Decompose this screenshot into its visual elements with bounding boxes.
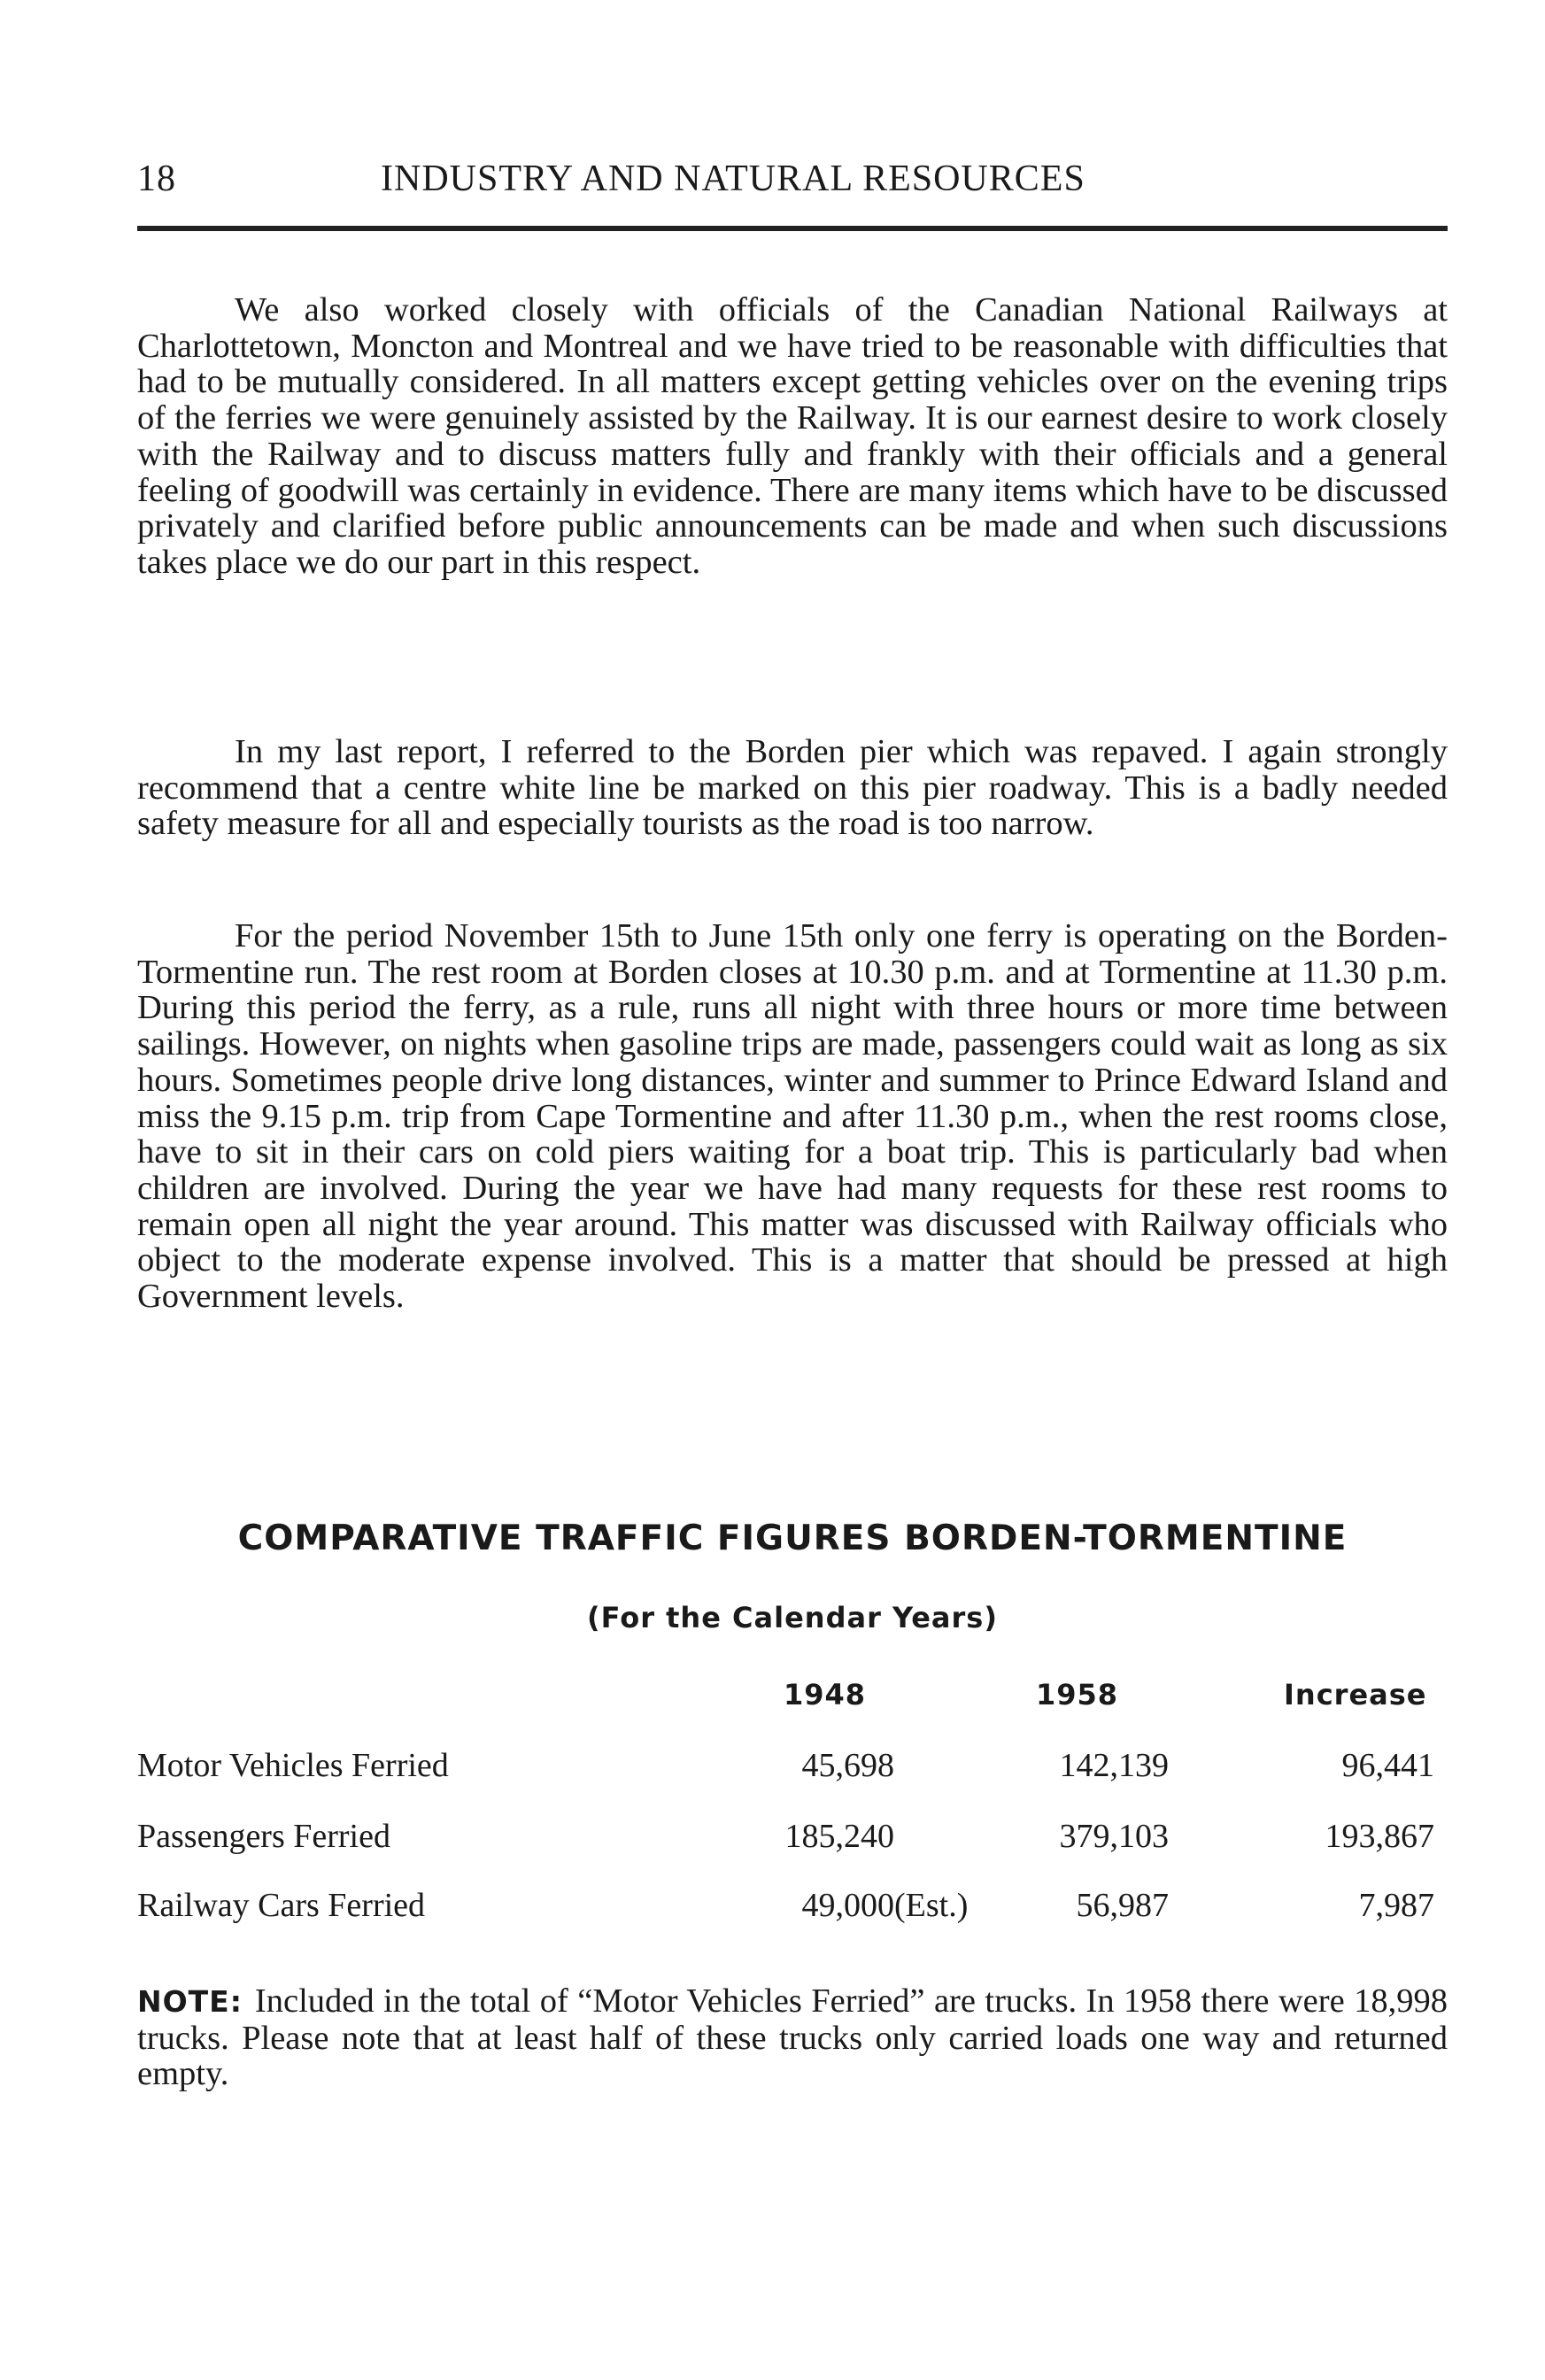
header-rule — [137, 226, 1448, 231]
paragraph-ferry-schedule: For the period November 15th to June 15th only one ferry is operating on the Borden-Tormentine run. The rest room at Borden closes at 10.30 p.m. and at Tormentine at 11.30 p.m. During this period the ferry, as a rule, runs all night with three hours or more time between sailings. However, on nights when gasoline trips are made, passengers could wait as long as six hours. Sometimes people drive long distances, winter and summer to Prince Edward Island and miss the 9.15 p.m. trip from Cape Tormentine and after 11.30 p.m., when the rest rooms close, have to sit in their cars on cold piers waiting for a boat trip. This is particularly bad when children are involved. During the year we have had many requests for these rest rooms to remain open all night the year around. This matter was discussed with Railway officials who object to the moderate expense involved. This is a matter that should be pressed at high Government levels. — [137, 917, 1448, 1316]
column-header-increase: Increase — [1284, 1678, 1427, 1712]
table-row — [0, 1886, 1545, 1930]
paragraph-borden-pier: In my last report, I referred to the Borden pier which was repaved. I again strongly recommend that a centre white line be marked on this pier roadway. This is a badly needed safety measure for all and especially tourists as the road is too narrow. — [137, 733, 1448, 843]
page-number: 18 — [137, 158, 176, 199]
table-row — [0, 1746, 1545, 1790]
value-1958: 379,103 — [1059, 1818, 1169, 1855]
note-label: NOTE: — [137, 1984, 243, 2019]
column-header-1948: 1948 — [784, 1678, 867, 1712]
value-increase: 193,867 — [1325, 1818, 1434, 1855]
running-title: INDUSTRY AND NATURAL RESOURCES — [381, 158, 1085, 199]
row-label: Railway Cars Ferried — [137, 1887, 426, 1924]
row-label: Passengers Ferried — [137, 1818, 390, 1855]
value-1958: 142,139 — [1059, 1747, 1169, 1784]
value-1948: 49,000 — [801, 1887, 894, 1924]
table-title: COMPARATIVE TRAFFIC FIGURES BORDEN-TORMENTINE — [237, 1518, 1348, 1558]
table-subtitle: (For the Calendar Years) — [587, 1601, 998, 1634]
column-header-1958: 1958 — [1036, 1678, 1119, 1712]
value-increase: 96,441 — [1341, 1747, 1434, 1784]
value-increase: 7,987 — [1358, 1887, 1434, 1924]
value-1948: 185,240 — [784, 1818, 894, 1855]
estimate-note: (Est.) — [894, 1887, 969, 1924]
value-1958: 56,987 — [1076, 1887, 1169, 1924]
table-note — [137, 1983, 1448, 2092]
value-1948: 45,698 — [801, 1747, 894, 1784]
row-label: Motor Vehicles Ferried — [137, 1747, 449, 1784]
note-text: Included in the total of “Motor Vehicles Ferried” are trucks. In 1958 there were 18,998 trucks. Please note that at least half of these trucks only carried loads one way and returned empty. — [137, 1982, 1448, 2093]
page-header — [137, 158, 1448, 211]
paragraph-railway-cooperation: We also worked closely with officials of the Canadian National Railways at Charlottetown, Moncton and Montreal and we have tried to be reasonable with difficulties that had to be mutually considered. In all matters except getting vehicles over on the evening trips of the ferries we were genuinely assisted by the Railway. It is our earnest desire to work closely with the Railway and to discuss matters fully and frankly with their officials and a general feeling of goodwill was certainly in evidence. There are many items which have to be discussed privately and clarified before public announcements can be made and when such discussions takes place we do our part in this respect. — [137, 291, 1448, 581]
table-row — [0, 1817, 1545, 1861]
